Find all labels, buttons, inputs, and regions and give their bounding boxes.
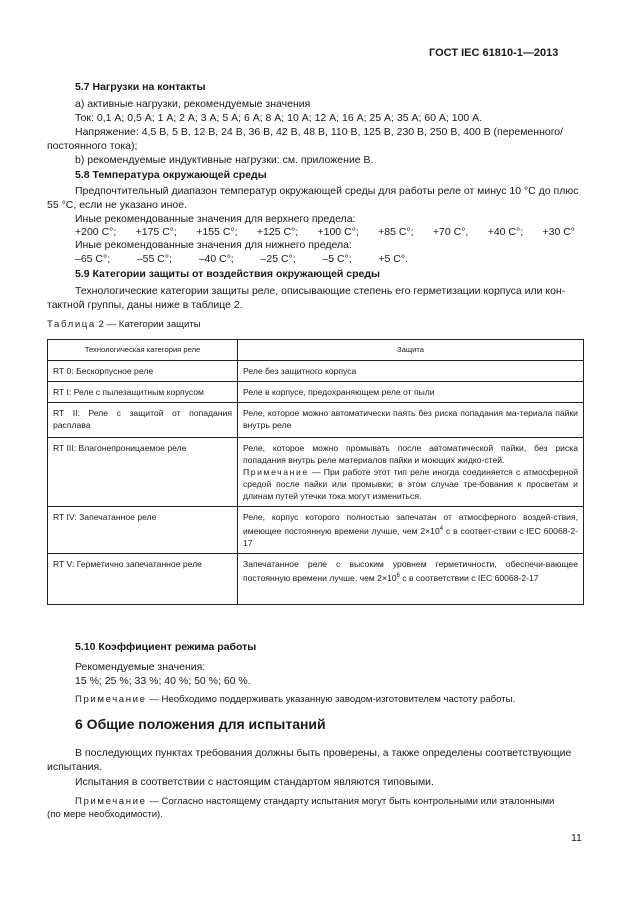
s57-voltage-line1: Напряжение: 4,5 В, 5 В, 12 В, 24 В, 36 В, 42 В, 48 В, 110 В, 125 В, 230 В, 250 В, 400 В (переменного/ (75, 126, 564, 138)
table-row (48, 507, 584, 554)
s6-note-line2: (по мере необходимости). (47, 809, 163, 820)
s58-lower-values (75, 252, 408, 266)
protection-cell: Реле в корпусе, предохраняющем реле от пыли (238, 382, 584, 403)
s510-note (75, 693, 515, 706)
note-text: — Согласно настоящему стандарту испытания могут быть контрольными или эталонными (146, 796, 555, 807)
protection-cell (238, 438, 584, 507)
temp-value: +85 С°; (378, 226, 414, 238)
table-row (48, 438, 584, 507)
temp-value: +70 С°, (432, 226, 469, 238)
s58-para-line1: Предпочтительный диапазон температур окружающей среды для работы реле от минус 10 °С до плюс (75, 185, 579, 197)
temp-value: +200 С°; (75, 226, 117, 238)
temp-value: –65 С°; (75, 253, 111, 265)
s57-item-a: а) активные нагрузки, рекомендуемые значения (75, 98, 311, 110)
note-word: Примечание (75, 796, 147, 807)
column-header-category: Технологическая категория реле (48, 340, 238, 361)
temp-value: –55 С°; (136, 253, 172, 265)
section-6-title: 6 Общие положения для испытаний (75, 716, 326, 732)
protection-text-end: с в соответствии с IEC 60068-2-17 (399, 572, 539, 583)
standard-header: ГОСТ IEC 61810-1—2013 (429, 47, 559, 59)
table-row (48, 382, 584, 403)
column-header-protection: Защита (238, 340, 584, 361)
note-word: Примечание (75, 694, 147, 705)
protection-categories-table (47, 339, 584, 605)
note-word: Примечание (243, 467, 309, 477)
protection-cell: Реле, которое можно автоматически паять без риска попадания ма-териала пайки внутрь реле (238, 403, 584, 438)
protection-text: Реле, которое можно промывать после автоматической пайки, без риска попадания внутрь реле материалов пайки и моющих жидко-стей. (243, 443, 578, 465)
temp-value: –25 С°; (260, 253, 296, 265)
category-cell: RT I: Реле с пылезащитным корпусом (48, 382, 238, 403)
protection-text: Запечатанное реле с высоким уровнем герметичности, обеспечи-вающее постоянную времени лучше, чем 2×10 (243, 559, 578, 583)
s58-lower-label: Иные рекомендованные значения для нижнего предела: (75, 239, 352, 251)
s58-upper-values (75, 225, 575, 239)
s6-para-line2: испытания. (47, 761, 103, 773)
table-caption-text: 2 — Категории защиты (95, 319, 201, 330)
temp-value: +155 С°; (196, 226, 238, 238)
table-row (48, 403, 584, 438)
protection-text: Реле, корпус которого полностью запечатан от атмосферного воздей-ствия, имеющее постоянную времени лучше, чем 2×10 (243, 512, 578, 536)
s6-note-line1 (75, 795, 554, 808)
temp-value: +40 С°; (487, 226, 524, 238)
protection-cell (238, 507, 584, 554)
category-cell: RT V: Герметично запечатанное реле (48, 554, 238, 605)
section-5-10-title: 5.10 Коэффициент режима работы (75, 641, 257, 653)
s58-upper-label: Иные рекомендованные значения для верхнего предела: (75, 213, 356, 225)
page-number: 11 (571, 832, 582, 844)
section-5-9-title: 5.9 Категории защиты от воздействия окружающей среды (75, 268, 381, 280)
table-row (48, 361, 584, 382)
table-caption-word: Таблица (47, 319, 96, 330)
category-cell: RT III: Влагонепроницаемое реле (48, 438, 238, 507)
s59-para-line1: Технологические категории защиты реле, описывающие степень его герметизации корпуса или кон- (75, 285, 566, 297)
section-5-8-title: 5.8 Температура окружающей среды (75, 169, 267, 181)
s6-para-line1: В последующих пунктах требования должны быть проверены, а также определены соответствующие (75, 747, 572, 759)
temp-value: +30 С° (542, 226, 575, 238)
category-cell: RT 0: Бескорпусное реле (48, 361, 238, 382)
protection-note (243, 466, 578, 502)
table-row (48, 554, 584, 605)
section-5-7-title: 5.7 Нагрузки на контакты (75, 81, 206, 93)
note-text: — Необходимо поддерживать указанную заводом-изготовителем частоту работы. (146, 694, 516, 705)
temp-value: +125 С°; (256, 226, 299, 238)
protection-text-end: с в соответ-ствии с IEC 60068-2-17 (243, 525, 579, 548)
s510-recommended: Рекомендуемые значения: (75, 661, 206, 673)
temp-value: –40 С°; (198, 253, 234, 265)
table-caption (47, 318, 201, 331)
category-cell: RT IV: Запечатанное реле (48, 507, 238, 554)
temp-value: –5 С°; (322, 253, 352, 265)
s57-voltage-line2: постоянного тока); (47, 140, 138, 152)
temp-value: +175 С°; (135, 226, 177, 238)
table-header-row (48, 340, 584, 361)
temp-value: +5 С°. (378, 253, 408, 265)
category-cell: RT II: Реле с защитой от попадания расплава (48, 403, 238, 438)
s59-para-line2: тактной группы, даны ниже в таблице 2. (47, 299, 243, 311)
s58-para-line2: 55 °С, если не указано иное. (47, 199, 188, 211)
protection-cell: Реле без защитного корпуса (238, 361, 584, 382)
note-text: — При работе этот тип реле иногда соединяется с атмосферной средой после пайки или промывки; в этом случае тре-бования к просветам и длинам путей утечки тока могут измениться. (243, 467, 578, 501)
exponent: 6 (396, 573, 400, 579)
exponent: 4 (439, 526, 444, 532)
protection-cell (238, 554, 584, 605)
s510-values: 15 %; 25 %; 33 %; 40 %; 50 %; 60 %. (75, 675, 251, 687)
s6-para2: Испытания в соответствии с настоящим стандартом являются типовыми. (75, 776, 434, 788)
s57-item-b: b) рекомендуемые индуктивные нагрузки: см. приложение В. (75, 154, 374, 166)
s57-current: Ток: 0,1 А; 0,5 А; 1 А; 2 А; 3 А; 5 А; 6 А; 8 А; 10 А; 12 А; 16 А; 25 А; 35 А; 60 А; 100 А. (75, 112, 483, 124)
temp-value: +100 С°; (317, 226, 359, 238)
